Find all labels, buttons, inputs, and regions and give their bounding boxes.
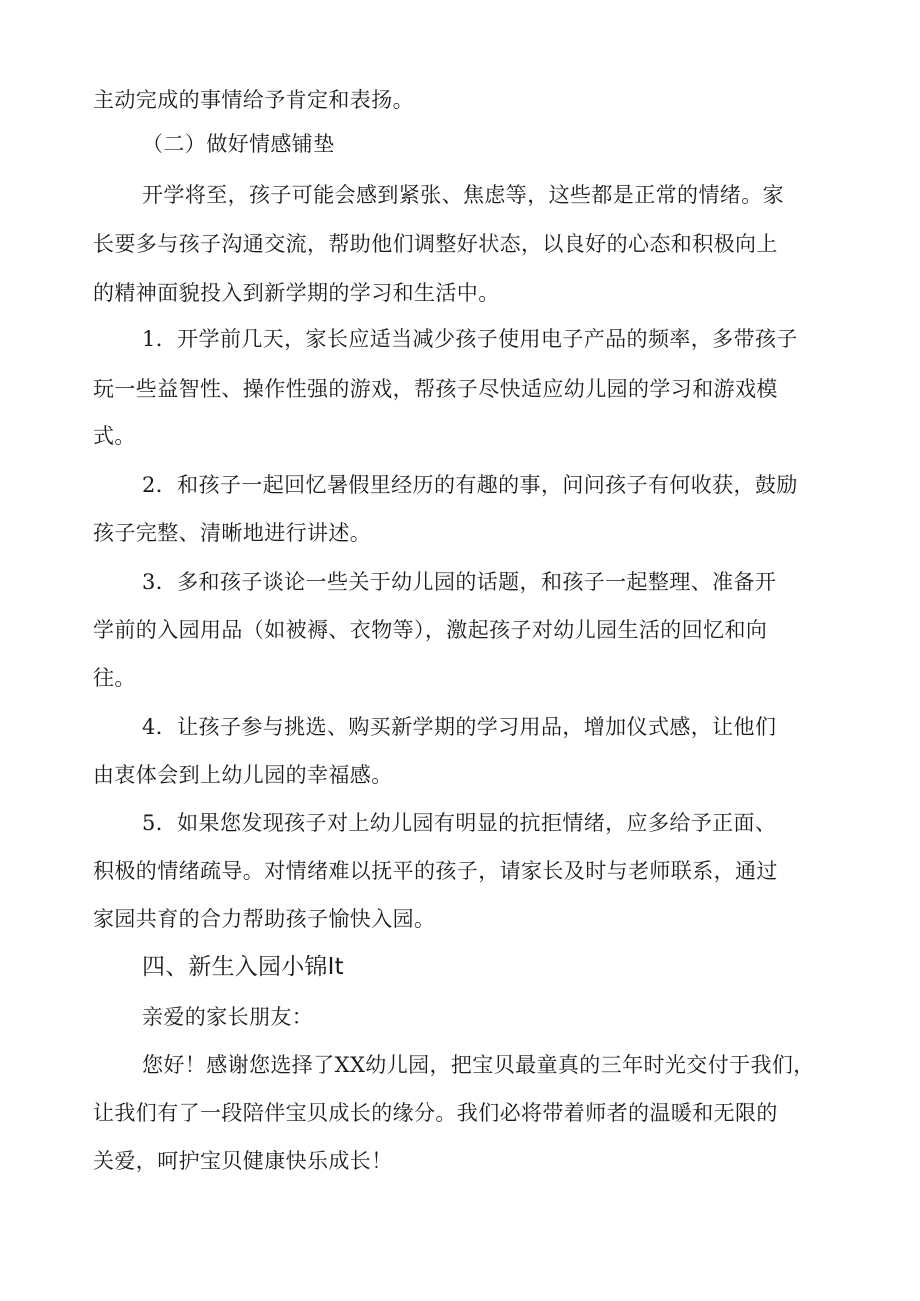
letter-body-line: 您好！感谢您选择了XX幼儿园，把宝贝最童真的三年时光交付于我们， xyxy=(142,1053,815,1077)
list-item-2-line: 孩子完整、清晰地进行讲述。 xyxy=(93,521,372,545)
list-item-3-line: 往。 xyxy=(93,666,136,690)
list-item-5-line: 家园共育的合力帮助孩子愉快入园。 xyxy=(93,907,436,931)
paragraph-line: 长要多与孩子沟通交流，帮助他们调整好状态，以良好的心态和积极向上 xyxy=(93,232,778,256)
list-item-5-line: 积极的情绪疏导。对情绪难以抚平的孩子，请家长及时与老师联系，通过 xyxy=(93,859,778,883)
list-item-3-line: 学前的入园用品（如被褥、衣物等），激起孩子对幼儿园生活的回忆和向 xyxy=(93,618,768,642)
paragraph-line-praise: 主动完成的事情给予肯定和表扬。 xyxy=(93,88,414,112)
section-heading-emotional-prep: （二）做好情感铺垫 xyxy=(142,132,335,156)
list-item-2-line: 2．和孩子一起回忆暑假里经历的有趣的事，问问孩子有何收获，鼓励 xyxy=(142,473,798,497)
paragraph-line: 开学将至，孩子可能会感到紧张、焦虑等，这些都是正常的情绪。家 xyxy=(142,183,784,207)
list-item-1-line: 式。 xyxy=(93,424,136,448)
letter-salutation: 亲爱的家长朋友： xyxy=(142,1005,314,1029)
list-item-1-line: 玩一些益智性、操作性强的游戏，帮孩子尽快适应幼儿园的学习和游戏模 xyxy=(93,377,778,401)
paragraph-line: 的精神面貌投入到新学期的学习和生活中。 xyxy=(93,281,500,305)
letter-body-line: 关爱，呵护宝贝健康快乐成长！ xyxy=(93,1149,393,1173)
list-item-4-line: 由衷体会到上幼儿园的幸福感。 xyxy=(93,763,393,787)
list-item-4-line: 4．让孩子参与挑选、购买新学期的学习用品，增加仪式感，让他们 xyxy=(142,715,777,739)
letter-body-line: 让我们有了一段陪伴宝贝成长的缘分。我们必将带着师者的温暖和无限的 xyxy=(93,1101,778,1125)
list-item-3-line: 3．多和孩子谈论一些关于幼儿园的话题，和孩子一起整理、准备开 xyxy=(142,570,777,594)
section-heading-new-student-tips: 四、新生入园小锦It xyxy=(142,954,344,980)
list-item-1-line: 1．开学前几天，家长应适当减少孩子使用电子产品的频率，多带孩子 xyxy=(142,327,798,351)
list-item-5-line: 5．如果您发现孩子对上幼儿园有明显的抗拒情绪，应多给予正面、 xyxy=(142,811,777,835)
